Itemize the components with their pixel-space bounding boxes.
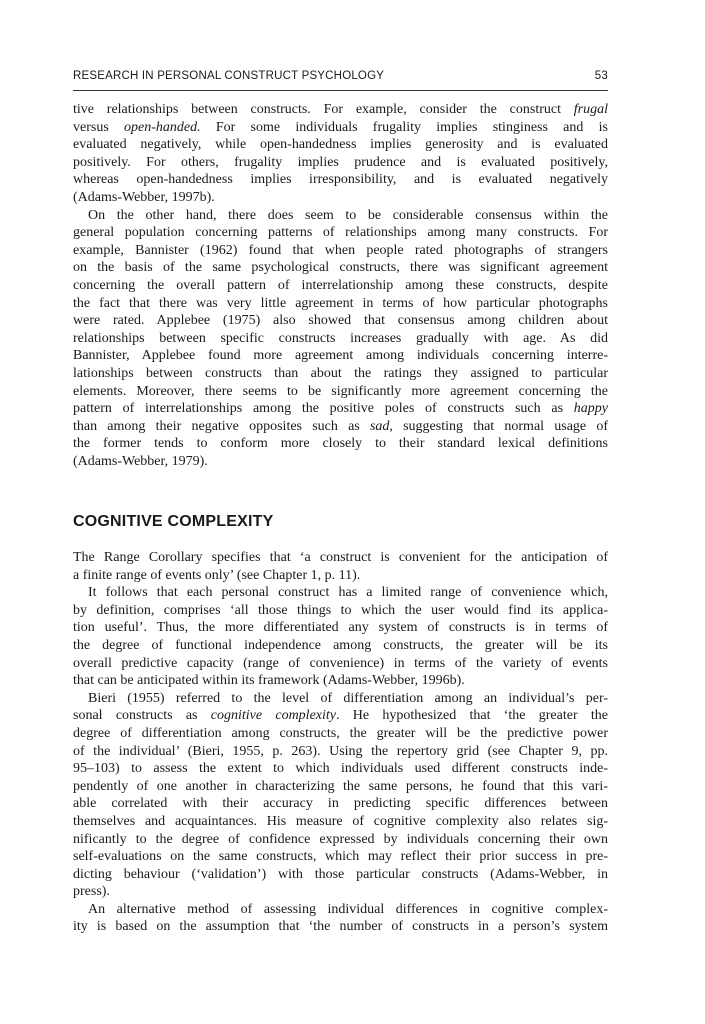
line-text: that can be anticipated within its framework (Adams-Webber, 1996b). (73, 673, 465, 689)
text-line (73, 171, 608, 189)
line-text: able correlated with their accuracy in predicting specific differences between (73, 796, 608, 812)
line-text: (Adams-Webber, 1979). (73, 453, 208, 469)
text-line (73, 207, 608, 225)
line-text: example, Bannister (1962) found that when people rated photographs of strangers (73, 242, 608, 258)
line-text: Bieri (1955) referred to the level of differentiation among an individual’s per- (88, 690, 608, 706)
text-line (73, 189, 608, 207)
line-text: the fact that there was very little agreement in terms of how particular photographs (73, 295, 608, 311)
text-line (73, 778, 608, 796)
text-line (73, 383, 608, 401)
line-text: were rated. Applebee (1975) also showed that consensus among children about (73, 313, 608, 329)
text-line (73, 901, 608, 919)
line-text: The Range Corollary specifies that ‘a construct is convenient for the anticipation of (73, 550, 608, 565)
text-line (73, 347, 608, 365)
section-heading: COGNITIVE COMPLEXITY (73, 513, 274, 530)
line-text: pattern of interrelationships among the positive poles of constructs such as (73, 401, 574, 417)
text-line (73, 831, 608, 849)
italic-term: open-handed. (124, 119, 201, 135)
line-text: concerning the overall pattern of interrelationship among these constructs, despite (73, 277, 608, 293)
line-text-after: For some individuals frugality implies stinginess and is (200, 119, 608, 135)
line-text: ity is based on the assumption that ‘the number of constructs in a person’s system (73, 919, 608, 935)
italic-term: cognitive complexity (210, 708, 336, 724)
text-line (73, 295, 608, 313)
text-line (73, 813, 608, 831)
italic-term: frugal (573, 102, 608, 117)
line-text: dicting behaviour (‘validation’) with those particular constructs (Adams-Webber, in (73, 866, 608, 882)
line-text: the degree of functional independence among constructs, the greater will be its (73, 637, 608, 653)
text-line (73, 242, 608, 260)
line-text: tive relationships between constructs. For example, consider the construct (73, 102, 574, 117)
line-text: of the individual’ (Bieri, 1955, p. 263). Using the repertory grid (see Chapter 9, pp. (73, 743, 608, 759)
header-rule (73, 90, 608, 91)
text-line (73, 619, 608, 637)
line-text: degree of differentiation among constructs, the greater will be the predictive power (73, 725, 608, 741)
body-text-section-1 (73, 101, 608, 470)
text-line (73, 154, 608, 172)
text-line (73, 795, 608, 813)
text-line (73, 259, 608, 277)
text-line (73, 655, 608, 673)
italic-term: happy (573, 401, 608, 417)
text-line (73, 312, 608, 330)
text-line (73, 549, 608, 567)
text-line (73, 743, 608, 761)
line-text-after: . He hypothesized that ‘the greater the (336, 708, 608, 724)
line-text: 95–103) to assess the extent to which individuals used different constructs inde- (73, 761, 608, 777)
line-text: Bannister, Applebee found more agreement among individuals concerning interre- (73, 348, 608, 364)
text-line (73, 848, 608, 866)
line-text: On the other hand, there does seem to be considerable consensus within the (88, 207, 608, 223)
line-text: by definition, comprises ‘all those things to which the user would find its applica- (73, 602, 608, 618)
text-line (73, 330, 608, 348)
line-text: versus (73, 119, 125, 135)
text-line (73, 918, 608, 936)
line-text: press). (73, 884, 110, 900)
line-text: pendently of one another in characterizing the same persons, he found that this vari- (73, 778, 608, 794)
text-line (73, 866, 608, 884)
text-line (73, 725, 608, 743)
line-text: elements. Moreover, there seems to be significantly more agreement concerning the (73, 383, 608, 399)
text-line (73, 418, 608, 436)
line-text: than among their negative opposites such as (73, 418, 370, 434)
line-text: lationships between constructs than about the ratings they assigned to particular (73, 365, 608, 381)
line-text: evaluated negatively, while open-handedness implies generosity and is evaluated (73, 137, 608, 153)
text-line (73, 277, 608, 295)
line-text: a finite range of events only’ (see Chapter 1, p. 11). (73, 567, 361, 583)
running-header (73, 70, 608, 82)
page-number: 53 (594, 70, 608, 82)
text-line (73, 365, 608, 383)
text-line (73, 602, 608, 620)
line-text: tion useful’. Thus, the more differentiated any system of constructs is in terms of (73, 620, 608, 636)
text-line (73, 760, 608, 778)
text-line (73, 101, 608, 119)
line-text-after: , suggesting that normal usage of (389, 418, 608, 434)
text-line (73, 672, 608, 690)
line-text: nificantly to the degree of confidence expressed by individuals concerning their own (73, 831, 608, 847)
line-text: It follows that each personal construct has a limited range of convenience which, (88, 585, 608, 601)
text-line (73, 119, 608, 137)
line-text: positively. For others, frugality implies prudence and is evaluated positively, (73, 154, 608, 170)
text-line (73, 567, 608, 585)
body-text-section-2 (73, 549, 608, 936)
running-title: RESEARCH IN PERSONAL CONSTRUCT PSYCHOLOGY (73, 70, 385, 82)
line-text: overall predictive capacity (range of convenience) in terms of the variety of events (73, 655, 608, 671)
text-line (73, 400, 608, 418)
text-line (73, 707, 608, 725)
line-text: relationships between specific constructs increases gradually with age. As did (73, 330, 608, 346)
line-text: sonal constructs as (73, 708, 211, 724)
text-line (73, 883, 608, 901)
italic-term: sad (369, 418, 390, 434)
text-line (73, 224, 608, 242)
text-line (73, 136, 608, 154)
line-text: on the basis of the same psychological constructs, there was significant agreement (73, 260, 608, 276)
line-text: themselves and acquaintances. His measure of cognitive complexity also relates sig- (73, 813, 608, 829)
line-text: (Adams-Webber, 1997b). (73, 189, 215, 205)
line-text: general population concerning patterns of relationships among many constructs. For (73, 225, 608, 241)
line-text: An alternative method of assessing individual differences in cognitive complex- (88, 901, 608, 917)
text-line (73, 584, 608, 602)
text-line (73, 435, 608, 453)
text-line (73, 690, 608, 708)
line-text: self-evaluations on the same constructs, which may reflect their prior success in pre- (73, 849, 608, 865)
text-line (73, 453, 608, 471)
text-line (73, 637, 608, 655)
line-text: whereas open-handedness implies irresponsibility, and is evaluated negatively (73, 172, 608, 188)
line-text: the former tends to conform more closely to their standard lexical definitions (73, 436, 608, 452)
